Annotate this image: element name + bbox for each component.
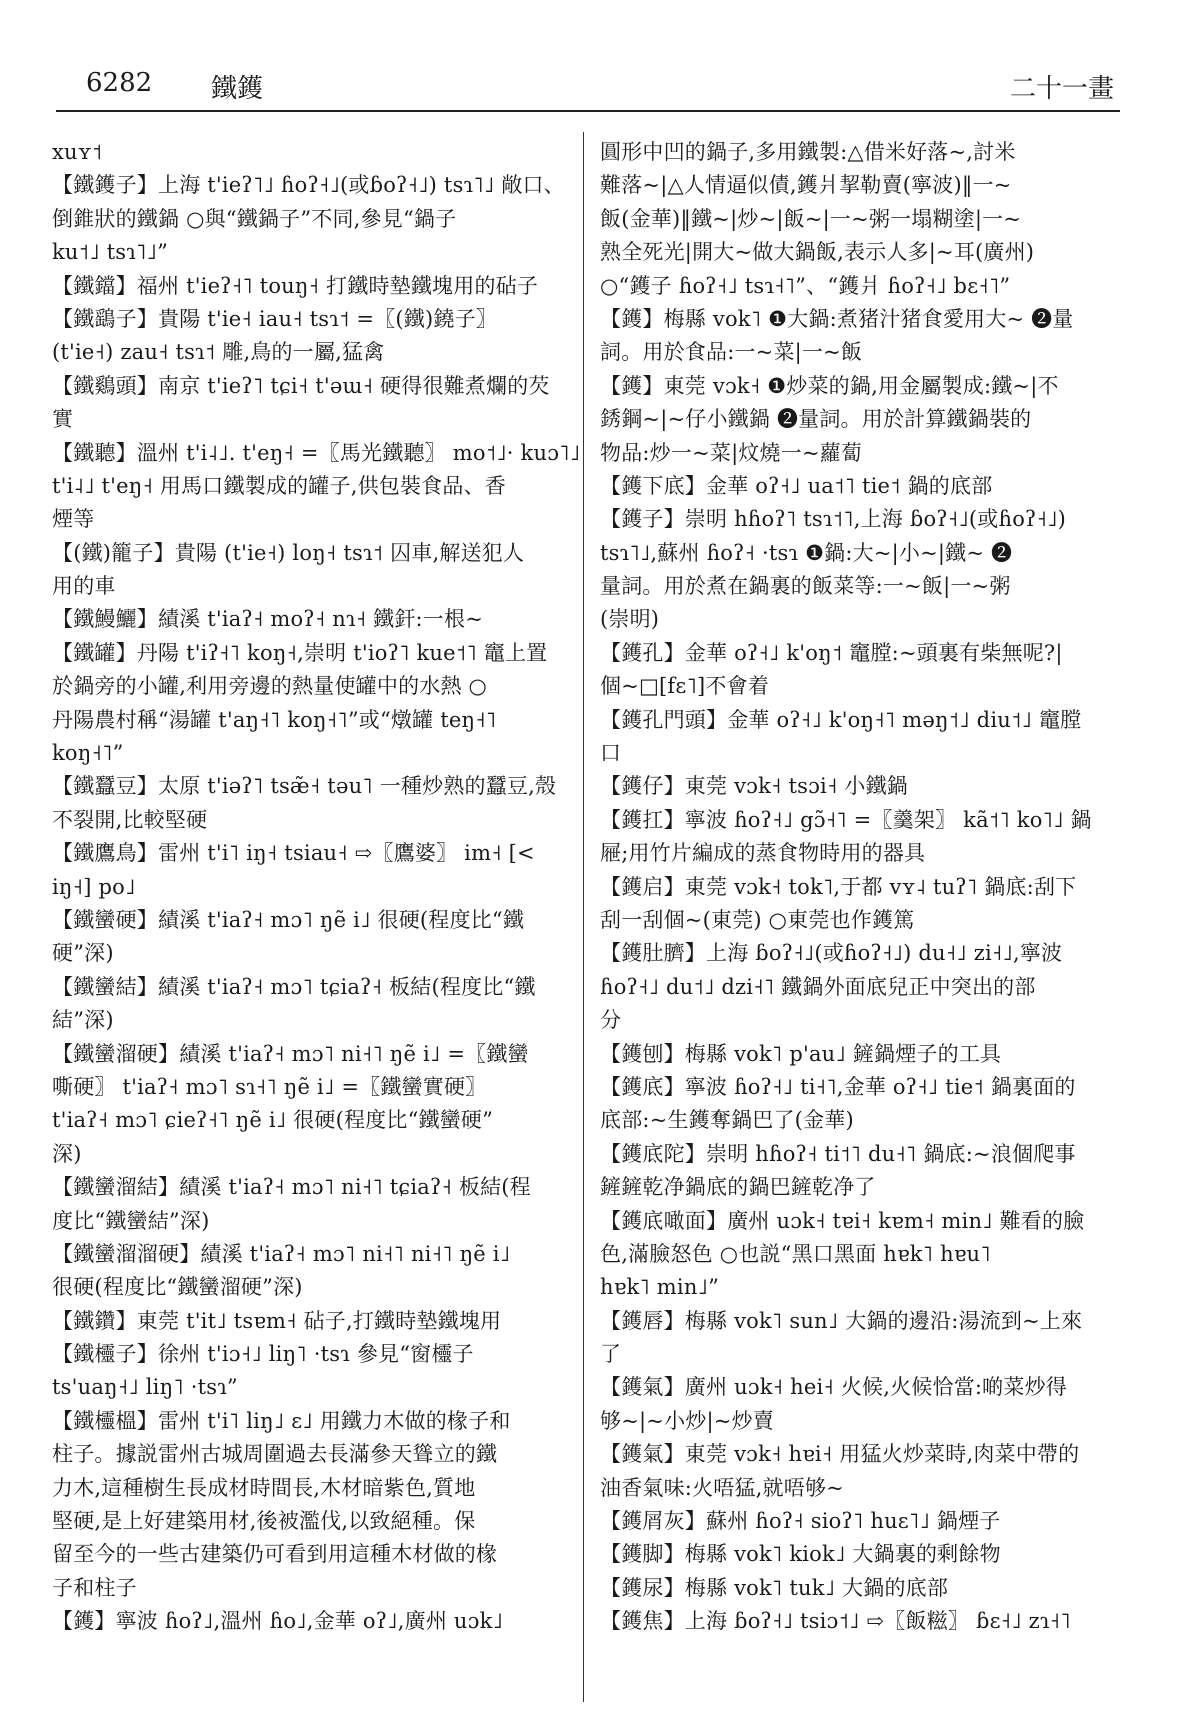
entry-line: 【鐵蠻溜硬】績溪 t'iaʔ˧ mɔ˥ ni˧˥ ŋẽ i˩ =〖鐵蠻 (52, 1041, 529, 1066)
entry-line: 圓形中凹的鍋子,多用鐵製:△借米好落~,討米 (600, 140, 1016, 164)
entry-line: 【(鐵)籠子】貴陽 (t'ie˧) loŋ˧ tsɿ˦ 囚車,解送犯人 (52, 540, 525, 565)
entry-line: 【鑊氣】廣州 uɔk˧ hei˧ 火候,火候恰當:啲菜炒得 (600, 1375, 1067, 1400)
entry-line: iŋ˧] po˩ (52, 874, 136, 899)
entry-line: 【鐵鰻鱺】績溪 t'iaʔ˧ moʔ˧ nɿ˧ 鐵釬:一根~ (52, 607, 483, 632)
entry-line: 【鐵蠻硬】績溪 t'iaʔ˧ mɔ˥ ŋẽ i˩ 很硬(程度比“鐵 (52, 907, 525, 932)
entry-line: 用的車 (52, 574, 116, 599)
entry-line: 【鑊底】寧波 ɦoʔ˧˩ ti˧˥,金華 oʔ˧˩ tie˦ 鍋裏面的 (600, 1074, 1076, 1099)
entry-line: ku˦˩ tsɿ˥˩” (52, 240, 169, 265)
entry-line: 【鑊扛】寧波 ɦoʔ˧˩ gɔ̃˧˥ =〖羹架〗 kã˦˥ ko˥˩ 鍋 (600, 807, 1092, 832)
entry-line: 很硬(程度比“鐵蠻溜硬”深) (52, 1275, 303, 1300)
entry-line: 【鐵鷂子】貴陽 t'ie˧ iau˧ tsɿ˦ =〖(鐵)鐃子〗 (52, 306, 497, 331)
entry-line: 【鑊】寧波 ɦoʔ˩,溫州 ɦo˩,金華 oʔ˩,廣州 uɔk˩ (52, 1609, 504, 1634)
entry-line: 【鐵蠶豆】太原 t'iəʔ˥ tsæ̃˧ təu˥ 一種炒熟的蠶豆,殼 (52, 774, 557, 799)
entry-line: 【鑊焦】上海 ɓoʔ˧˩ tsiɔ˦˩ ⇨〖飯糍〗 ɓɛ˧˩ zɿ˧˥ (600, 1609, 1071, 1634)
entry-line: t'i˨˩ t'eŋ˧ 用馬口鐵製成的罐子,供包裝食品、香 (52, 473, 506, 498)
entry-line: 【鑊肚臍】上海 ɓoʔ˧˩(或ɦoʔ˧˩) du˧˩ zi˧˩,寧波 (600, 941, 1063, 966)
entry-line: 【鑊仔】東莞 vɔk˧ tsɔi˧ 小鐵鍋 (600, 774, 908, 799)
entry-line: 【鑊刨】梅縣 vok˥ p'au˩ 鏟鍋煙子的工具 (600, 1041, 1002, 1066)
entry-line: 分 (600, 1008, 622, 1033)
entry-line: 【鐵鐺】福州 t'ieʔ˧˥ touŋ˧ 打鐵時墊鐵塊用的砧子 (52, 273, 539, 298)
entry-line: ɦoʔ˧˩ du˦˩ dzi˧˥ 鐵鍋外面底兒正中突出的部 (600, 974, 1036, 999)
entry-line: 煙等 (52, 507, 95, 532)
column-divider (583, 132, 584, 1702)
entry-line: 【鑊】梅縣 vok˥ ❶大鍋:煮猪汁猪食愛用大~ ❷量 (600, 306, 1074, 331)
entry-line: 於鍋旁的小罐,利用旁邊的熱量使罐中的水熱 ○ (52, 674, 488, 699)
entry-line: 飯(金華)‖鐵~|炒~|飯~|一~粥一塌糊塗|一~ (600, 206, 1022, 231)
entry-line: 嘶硬〗 t'iaʔ˧ mɔ˥ sɿ˧˥ ŋẽ i˩ =〖鐵蠻實硬〗 (52, 1074, 487, 1099)
entry-line: 【鑊底陀】崇明 hɦoʔ˧ ti˦˥ du˧˥ 鍋底:~浪個爬事 (600, 1141, 1076, 1166)
entry-line: 難落~|△人情逼似債,鑊爿挈勒賣(寧波)‖一~ (600, 173, 1012, 198)
entry-line: 不裂開,比較堅硬 (52, 807, 208, 832)
entry-line: 【鑊孔門頭】金華 oʔ˧˩ k'oŋ˧˥ məŋ˦˩ diu˦˩ 竈膛 (600, 707, 1082, 732)
entry-line: 油香氣味:火唔猛,就唔够~ (600, 1475, 844, 1500)
entry-line: 【鐵蠻溜溜硬】績溪 t'iaʔ˧ mɔ˥ ni˧˥ ni˧˥ ŋẽ i˩ (52, 1241, 511, 1266)
page-number: 6282 (86, 68, 153, 98)
entry-line: 個~□[fɛ˥]不會着 (600, 674, 770, 699)
entry-line: 【鐵鑽】東莞 t'it˩ tsɐm˧ 砧子,打鐵時墊鐵塊用 (52, 1308, 502, 1333)
entry-line: 【鑊底噉面】廣州 uɔk˧ tɐi˧ kɐm˧ min˩ 難看的臉 (600, 1208, 1085, 1233)
entry-line: 够~|~小炒|~炒賣 (600, 1408, 774, 1433)
entry-line: 屜;用竹片編成的蒸食物時用的器具 (600, 841, 926, 866)
entry-line: 【鐵鷹鳥】雷州 t'i˥ iŋ˧ tsiau˧ ⇨〖鷹婆〗 im˧ [< (52, 841, 535, 866)
entry-line: 【鐵蠻結】績溪 t'iaʔ˧ mɔ˥ tɕiaʔ˧ 板結(程度比“鐵 (52, 974, 536, 999)
entry-line: 口 (600, 741, 622, 766)
entry-line: 【鑊尿】梅縣 vok˥ tuk˩ 大鍋的底部 (600, 1575, 949, 1600)
entry-line: 丹陽農村稱“湯罐 t'aŋ˧˥ koŋ˧˥”或“燉罐 teŋ˧˥ (52, 707, 497, 732)
entry-line: 色,滿臉怒色 ○也説“黑口黑面 hɐk˥ hɐu˥ (600, 1241, 991, 1266)
entry-line: ○“鑊子 ɦoʔ˧˩ tsɿ˧˥”、“鑊爿 ɦoʔ˧˩ bɛ˧˥” (600, 273, 1011, 298)
entry-line: koŋ˧˥” (52, 741, 124, 766)
entry-line: 詞。用於食品:一~菜|一~飯 (600, 340, 863, 365)
entry-line: 力木,這種樹生長成材時間長,木材暗紫色,質地 (52, 1475, 476, 1500)
entry-line: 硬”深) (52, 941, 114, 966)
entry-line: hɐk˥ min˩” (600, 1275, 720, 1300)
entry-line: 量詞。用於煮在鍋裏的飯菜等:一~飯|一~粥 (600, 574, 1011, 599)
page-header (56, 60, 1120, 112)
entry-line: 【鑊氣】東莞 vɔk˧ hɐi˧ 用猛火炒菜時,肉菜中帶的 (600, 1442, 1080, 1467)
entry-line: xuʏ˦ (52, 140, 103, 164)
entry-line: tsɿ˥˩,蘇州 ɦoʔ˧ ·tsɿ ❶鍋:大~|小~|鐵~ ❷ (600, 540, 1013, 565)
entry-line: (t'ie˧) zau˧ tsɿ˦ 雕,鳥的一屬,猛禽 (52, 340, 385, 365)
entry-line: 【鑊】東莞 vɔk˧ ❶炒菜的鍋,用金屬製成:鐵~|不 (600, 373, 1059, 398)
left-column (52, 136, 582, 1639)
entry-line: 【鐵欞子】徐州 t'iɔ˧˩ liŋ˥ ·tsɿ 參見“窗欞子 (52, 1342, 474, 1367)
entry-line: 【鐵欞榲】雷州 t'i˥ liŋ˩ ɛ˩ 用鐵力木做的椽子和 (52, 1408, 511, 1433)
entry-line: 結”深) (52, 1008, 114, 1033)
right-column (600, 136, 1130, 1639)
entry-line: 堅硬,是上好建築用材,後被濫伐,以致絕種。保 (52, 1509, 476, 1534)
entry-line: 子和柱子 (52, 1575, 137, 1600)
entry-line: 度比“鐵蠻結”深) (52, 1208, 210, 1233)
entry-line: 【鑊唇】梅縣 vok˥ sun˩ 大鍋的邊沿:湯流到~上來 (600, 1308, 1083, 1333)
entry-line: 【鐵鑊子】上海 t'ieʔ˥˩ ɦoʔ˧˩(或ɓoʔ˧˩) tsɿ˥˩ 敞口、 (52, 173, 565, 198)
entry-line: 【鐵鷄頭】南京 t'ieʔ˥ tɕi˧ t'əɯ˧ 硬得很難煮爛的芡 (52, 373, 550, 398)
entry-line: 【鐵罐】丹陽 t'iʔ˧˥ koŋ˧,崇明 t'ioʔ˥ kue˦˥ 竈上置 (52, 640, 548, 665)
entry-line: 【鑊启】東莞 vɔk˧ tok˥,于都 vʏ˨ tuʔ˥ 鍋底:刮下 (600, 874, 1077, 899)
entry-line: 底部:~生鑊奪鍋巴了(金華) (600, 1108, 854, 1133)
entry-line: 熟全死光|開大~做大鍋飯,表示人多|~耳(廣州) (600, 240, 1035, 265)
entry-line: ts'uaŋ˧˩ liŋ˥ ·tsɿ” (52, 1375, 238, 1400)
entry-line: 了 (600, 1342, 622, 1367)
entry-line: 鏟鏟乾净鍋底的鍋巴鏟乾净了 (600, 1175, 876, 1200)
entry-line: 銹鋼~|~仔小鐵鍋 ❷量詞。用於計算鐵鍋裝的 (600, 407, 1032, 432)
entry-line: 【鑊下底】金華 oʔ˧˩ ua˦˥ tie˦ 鍋的底部 (600, 473, 993, 498)
entry-line: 倒錐狀的鐵鍋 ○與“鐵鍋子”不同,參見“鍋子 (52, 206, 457, 231)
entry-line: 【鐵蠻溜結】績溪 t'iaʔ˧ mɔ˥ ni˧˥ tɕiaʔ˧ 板結(程 (52, 1175, 531, 1200)
entry-line: 柱子。據説雷州古城周圍過去長滿參天聳立的鐵 (52, 1442, 498, 1467)
entry-line: (崇明) (600, 607, 660, 632)
entry-line: 【鑊孔】金華 oʔ˧˩ k'oŋ˦ 竈膛:~頭裏有柴無呢?| (600, 640, 1063, 665)
entry-line: 刮一刮個~(東莞) ○東莞也作鑊篤 (600, 907, 915, 932)
entry-line: 【鑊子】崇明 hɦoʔ˥ tsɿ˦˥,上海 ɓoʔ˧˩(或ɦoʔ˧˩) (600, 507, 1067, 532)
entry-line: 物品:炒一~菜|炆燒一~蘿蔔 (600, 440, 863, 465)
entry-line: 留至今的一些古建築仍可看到用這種木材做的椽 (52, 1542, 498, 1567)
entry-line: t'iaʔ˧ mɔ˥ ɕieʔ˧˥ ŋẽ i˩ 很硬(程度比“鐵蠻硬” (52, 1108, 494, 1133)
entry-line: 【鑊脚】梅縣 vok˥ kiok˩ 大鍋裏的剩餘物 (600, 1542, 1001, 1567)
entry-line: 深) (52, 1141, 82, 1166)
stroke-section: 二十一畫 (1009, 74, 1114, 104)
entry-line: 實 (52, 407, 74, 432)
entry-line: 【鑊屑灰】蘇州 ɦoʔ˧ sioʔ˥ huɛ˥˩ 鍋煙子 (600, 1509, 1001, 1534)
entry-line: 【鐵聽】溫州 t'i˨˩. t'eŋ˧ =〖馬光鐵聽〗 mo˦˩· kuɔ˥˩ (52, 440, 581, 465)
running-headword: 鐵鑊 (211, 74, 264, 104)
